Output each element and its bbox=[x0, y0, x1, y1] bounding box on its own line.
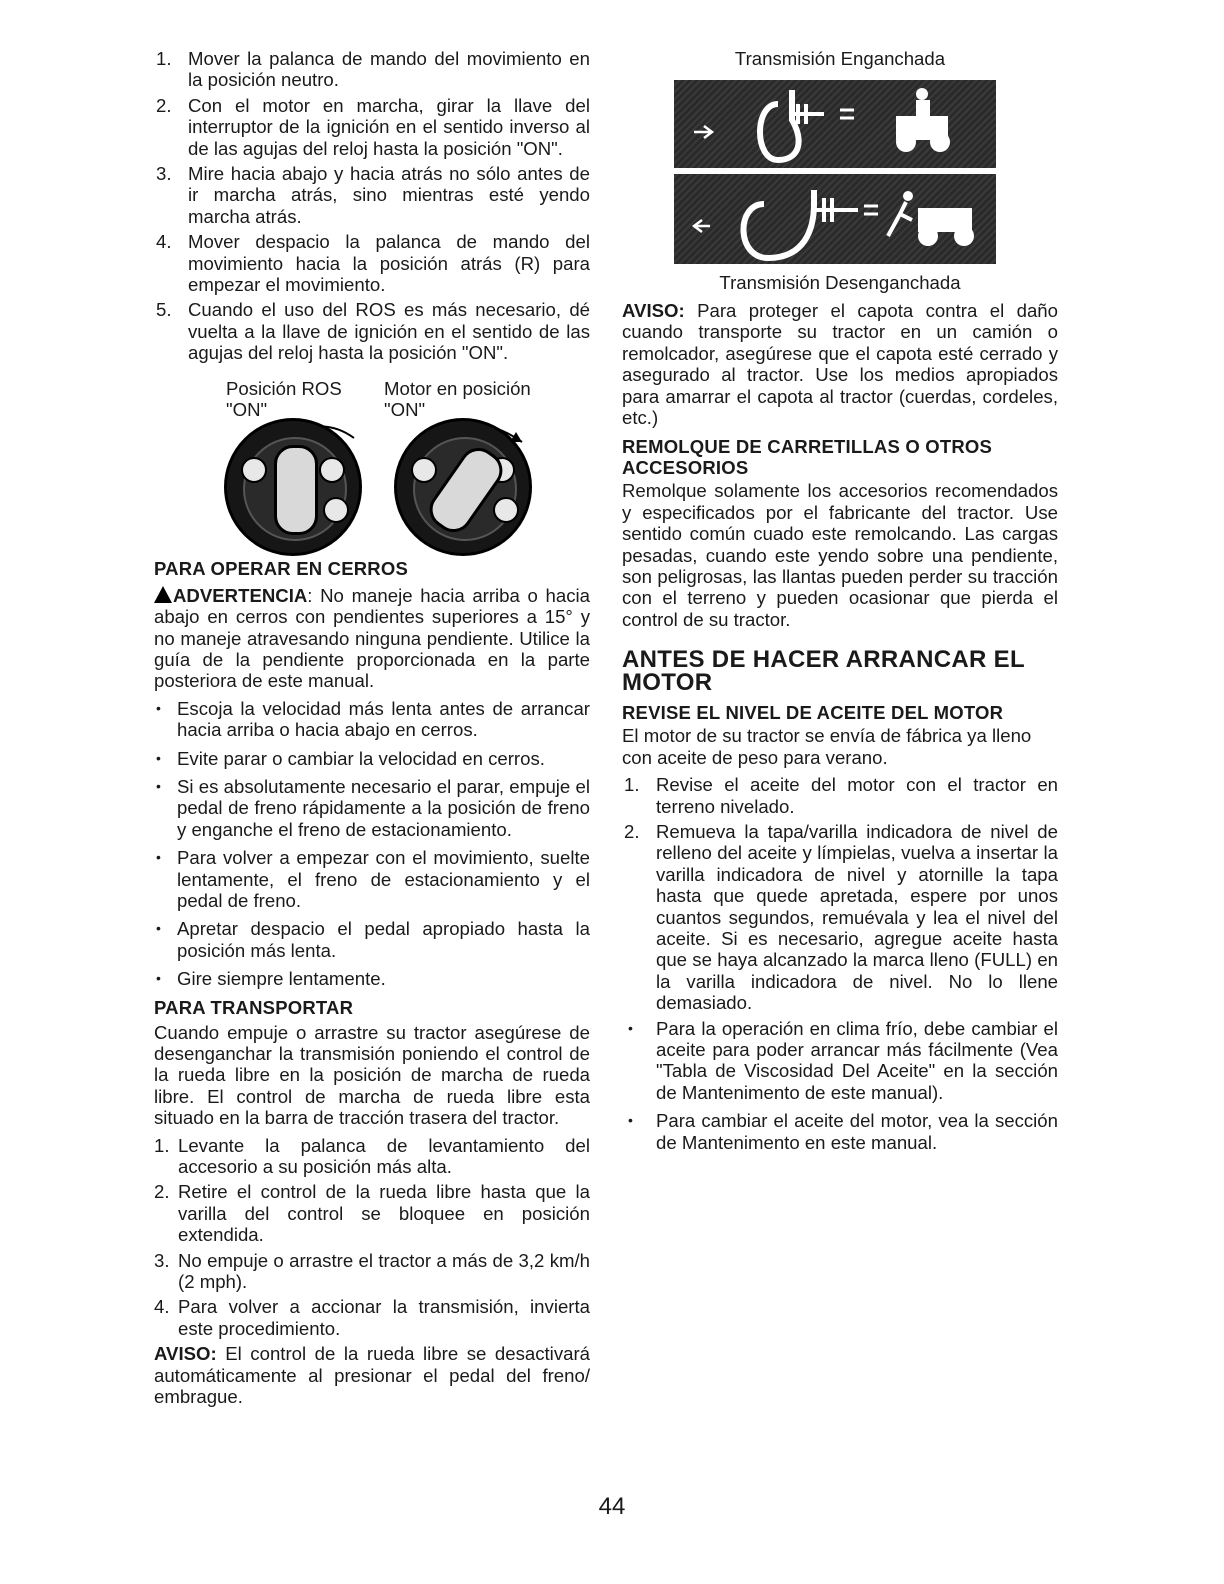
transport-aviso: AVISO: Para proteger el capota contra el daño cuando transporte su tractor en un camión o remolcador, asegúrese que el capota esté cerrado y asegurado al tractor. Use los medios apropiados para amarrar el capota al tractor (cuerdas, cordeles, etc.) bbox=[622, 300, 1058, 429]
list-item: 2. Retire el control de la rueda libre hasta que la varilla del control se bloquee en posición extendida. bbox=[154, 1181, 590, 1246]
stop-icon bbox=[241, 457, 267, 483]
ignition-switch-on bbox=[394, 418, 532, 556]
page-number: 44 bbox=[598, 1493, 626, 1520]
transmission-disengaged-caption: Transmisión Desenganchada bbox=[719, 272, 961, 293]
hills-heading: PARA OPERAR EN CERROS bbox=[154, 557, 408, 579]
list-item: 2. Remueva la tapa/varilla indicadora de nivel de relleno del aceite y límpielas, vuelva a insertar la varilla indicadora de nivel y atornille la tapa hasta que quede apretada, espere por unos cuantos segundos, remuévala y lea el nivel del aceite. Si es necesario, agregue aceite hasta que se haya alcanzado la marca lleno (FULL) en la varilla indicadora de nivel. No lo llene demasiado. bbox=[624, 820, 1058, 1014]
before-start-heading: ANTES DE HACER ARRANCAR EL MOTOR bbox=[622, 646, 1025, 697]
list-item: • Para cambiar el aceite del motor, vea la sección de Mantenimento en este manual. bbox=[628, 1110, 1058, 1153]
intro-steps-list bbox=[154, 48, 590, 364]
ignition-switch-ros bbox=[224, 418, 362, 556]
run-icon bbox=[319, 457, 345, 483]
ros-position-label: Posición ROS "ON" bbox=[226, 377, 342, 420]
list-item: 5. Cuando el uso del ROS es más necesario, dé vuelta a la llave de ignición en el sentido de las agujas del reloj hasta la posición "ON". bbox=[156, 299, 590, 364]
stop-icon bbox=[411, 457, 437, 483]
list-item: 2. Con el motor en marcha, girar la llave del interruptor de la ignición en el sentido inverso al de las agujas del reloj hasta la posición "ON". bbox=[156, 94, 590, 159]
start-icon bbox=[323, 497, 349, 523]
ignition-switch-figure bbox=[154, 378, 590, 548]
list-item: 3. No empuje o arrastre el tractor a más de 3,2 km/h (2 mph). bbox=[154, 1249, 590, 1293]
transport-note: AVISO: El control de la rueda libre se desactivará automáticamente al presionar el pedal del freno/ embrague. bbox=[154, 1343, 590, 1408]
list-item: • Para volver a empezar con el movimiento, suelte lentamente, el freno de estacionamiento y el pedal de freno. bbox=[156, 847, 590, 911]
hills-warning: ADVERTENCIA: No maneje hacia arriba o hacia abajo en cerros con pendientes superiores a 15° y no maneje atravesando ninguna pendiente. Utilice la guía de la pendiente proporcionada en la parte posteriora de este manual. bbox=[154, 584, 590, 692]
right-column bbox=[622, 48, 1058, 1160]
transport-heading: PARA TRANSPORTAR bbox=[154, 996, 354, 1018]
transmission-engaged-caption: Transmisión Enganchada bbox=[734, 48, 946, 69]
list-item: • Para la operación en clima frío, debe cambiar el aceite para poder arrancar más fácilmente (Vea "Tabla de Viscosidad Del Aceite" en la sección de Mantenimento de este manual). bbox=[628, 1017, 1058, 1103]
list-item: • Si es absolutamente necesario el parar, empuje el pedal de freno rápidamente a la posición de freno y enganche el freno de estacionamiento. bbox=[156, 775, 590, 840]
ignition-key-icon bbox=[274, 445, 318, 535]
motor-position-label: Motor en posición "ON" bbox=[384, 377, 531, 420]
list-item: 1. Levante la palanca de levantamiento del accesorio a su posición más alta. bbox=[154, 1134, 590, 1178]
list-item: • Evite parar o cambiar la velocidad en cerros. bbox=[156, 747, 545, 769]
list-item: • Apretar despacio el pedal apropiado hasta la posición más lenta. bbox=[156, 918, 590, 961]
towing-heading: REMOLQUE DE CARRETILLAS O OTROS ACCESORIOS bbox=[622, 436, 993, 479]
list-item: 4. Mover despacio la palanca de mando del movimiento hacia la posición atrás (R) para empezar el movimiento. bbox=[156, 231, 590, 296]
warning-icon bbox=[154, 586, 172, 603]
transport-steps-list bbox=[154, 1135, 590, 1340]
list-item: 4. Para volver a accionar la transmisión, invierta este procedimiento. bbox=[154, 1296, 590, 1339]
freewheel-control-icon bbox=[674, 80, 996, 264]
oil-steps-list bbox=[622, 774, 1058, 1013]
transmission-figure bbox=[674, 80, 996, 264]
list-item: 3. Mire hacia abajo y hacia atrás no sólo antes de ir marcha atrás, sino mientras esté yendo marcha atrás. bbox=[156, 163, 590, 227]
oil-level-heading: REVISE EL NIVEL DE ACEITE DEL MOTOR bbox=[622, 702, 1004, 724]
oil-intro: El motor de su tractor se envía de fábrica ya lleno con aceite de peso para verano. bbox=[622, 725, 1032, 768]
oil-bullets bbox=[622, 1018, 1058, 1153]
start-icon bbox=[493, 497, 519, 523]
towing-text: Remolque solamente los accesorios recomendados y especificados por el fabricante del tractor. Use sentido común cuado este remolcando. Las cargas pesadas, cuando este yendo sobre una pendiente, son peligrosas, las llantas pueden perder su tracción con el terreno y pueden ocasionar que pierda el control de su tractor. bbox=[622, 480, 1058, 630]
list-item: • Gire siempre lentamente. bbox=[156, 968, 386, 990]
hills-bullets bbox=[154, 698, 590, 990]
transport-intro: Cuando empuje o arrastre su tractor asegúrese de desenganchar la transmisión poniendo el control de la rueda libre en la posición de marcha de rueda libre. El control de marcha de rueda libre esta situado en la barra de tracción trasera del tractor. bbox=[154, 1021, 590, 1129]
left-column bbox=[154, 48, 590, 1408]
list-item: 1. Mover la palanca de mando del movimiento en la posición neutro. bbox=[156, 48, 590, 91]
list-item: 1. Revise el aceite del motor con el tractor en terreno nivelado. bbox=[624, 774, 1058, 817]
list-item: • Escoja la velocidad más lenta antes de arrancar hacia arriba o hacia abajo en cerros. bbox=[156, 697, 590, 741]
